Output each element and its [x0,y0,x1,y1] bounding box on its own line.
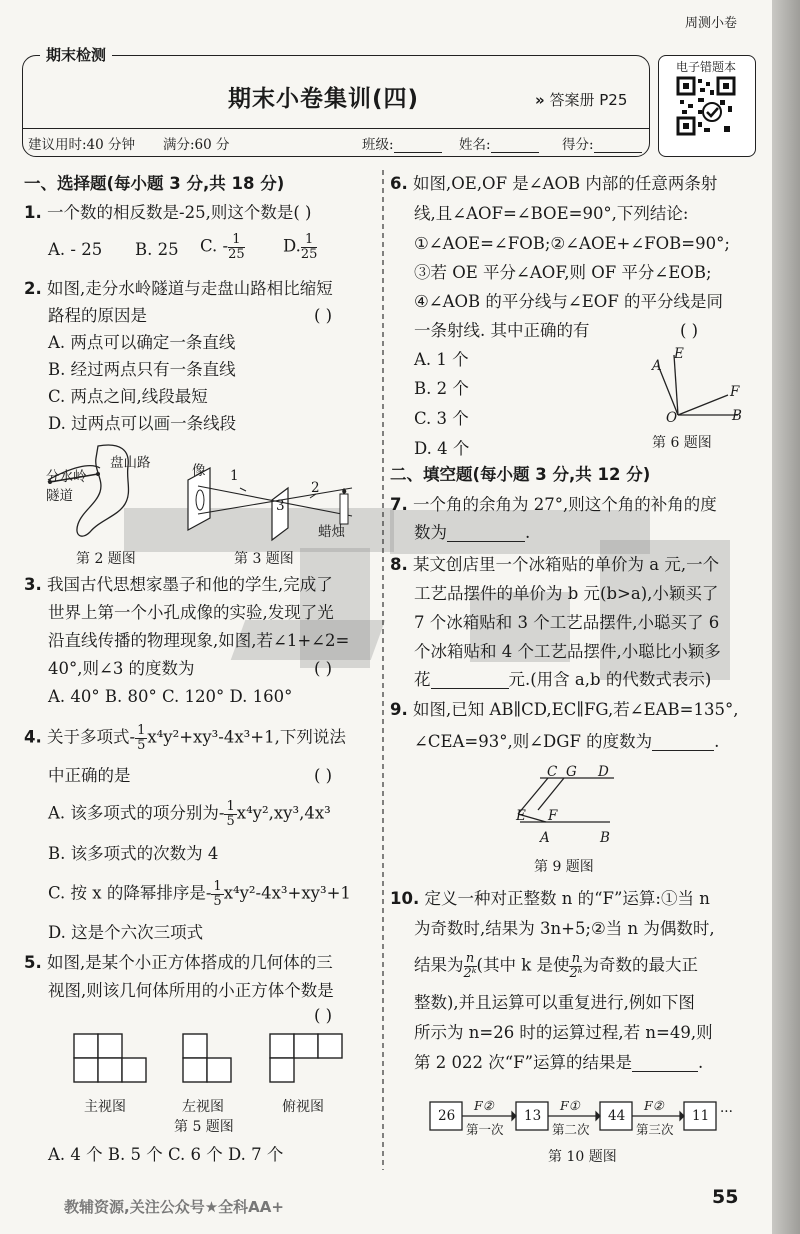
q2-option-d[interactable]: D. 过两点可以画一条线段 [48,414,237,433]
q3-stem-line2: 世界上第一个小孔成像的实验,发现了光 [48,603,334,622]
q7-stem-line2: 数为 . [414,523,531,542]
q9-point-a: A [540,830,550,846]
q3-answer-paren[interactable]: ( ) [314,659,333,678]
q9-answer-blank[interactable] [652,736,714,751]
suggested-time: 建议用时:40 分钟 [28,137,136,153]
flow-box-4: 11 [692,1108,710,1124]
q10-stem-line4: 整数),并且运算可以重复进行,例如下图 [414,993,695,1012]
q10-stem-line3 [414,952,698,980]
q6-option-b[interactable]: B. 2 个 [414,379,469,398]
frac-denominator: 2ᵏ [463,965,477,981]
frac-numerator: n [464,952,477,967]
q9-point-g: G [566,764,577,780]
q2-option-a[interactable]: A. 两点可以确定一条直线 [48,333,236,352]
fraction [228,233,245,261]
q10-stem-line5: 所示为 n=26 时的运算过程,若 n=49,则 [414,1023,713,1042]
fraction [135,724,147,752]
q10-text3c: 为奇数的最大正 [582,955,698,975]
q3-stem-line4: 40°,则∠3 的度数为 [48,659,195,678]
name-label: 姓名: [459,137,491,153]
q4-option-a-text1: A. 该多项式的项分别为- [48,803,225,823]
q2-number: 2. [24,279,42,298]
frac-denominator: 25 [228,246,245,262]
q4-text1a: 关于多项式- [47,727,136,747]
q10-caption: 第 10 题图 [548,1149,617,1165]
q5-front-view-label: 主视图 [84,1099,126,1115]
fraction [224,800,236,828]
flow-box-1: 26 [438,1108,456,1124]
double-chevron-icon: » [535,91,545,109]
q8-stem-line5 [414,671,711,689]
q4-option-b[interactable]: B. 该多项式的次数为 4 [48,844,219,863]
q5-stem-line1 [24,954,333,972]
q6-option-a[interactable]: A. 1 个 [414,350,469,369]
score-field [562,133,642,153]
q6-option-c[interactable]: C. 3 个 [414,409,469,428]
class-blank[interactable] [394,138,442,153]
q6-text1: 如图,OE,OF 是∠AOB 内部的任意两条射 [413,174,718,193]
flow-step-2: 第二次 [552,1122,590,1137]
q2-caption: 第 2 题图 [76,551,136,567]
q6-answer-paren[interactable]: ( ) [680,321,699,340]
q10-stem-line6: 第 2 022 次“F”运算的结果是 . [414,1053,704,1072]
q2-option-c[interactable]: C. 两点之间,线段最短 [48,387,208,406]
frac-numerator: 1 [213,879,222,894]
q9-point-e: E [516,808,526,824]
q1-option-c[interactable] [200,233,245,261]
q5-caption: 第 5 题图 [174,1119,234,1135]
flow-op-3: F② [644,1098,664,1113]
flow-box-3: 44 [608,1108,626,1124]
q9-stem-line2: ∠CEA=93°,则∠DGF 的度数为 . [414,732,720,751]
q7-text1: 一个角的余角为 27°,则这个角的补角的度 [413,495,717,514]
q3-number: 3. [24,575,42,594]
q9-number: 9. [390,700,408,719]
q3-label-image: 像 [192,463,206,479]
q2-text1: 如图,走分水岭隧道与走盘山路相比缩短 [47,279,333,298]
section2-title: 二、填空题(每小题 3 分,共 12 分) [390,465,651,484]
q4-option-c[interactable] [48,880,351,908]
frac-numerator: 1 [228,233,245,248]
fraction [569,952,582,980]
q4-option-c-text1: C. 按 x 的降幂排序是- [48,883,212,903]
flow-op-2: F① [560,1098,580,1113]
qr-label: 电子错题本 [675,60,736,74]
page-title: 期末小卷集训(四) [228,86,420,112]
q4-text1b: x⁴y²+xy³-4x³+1,下列说法 [147,727,346,747]
q9-caption: 第 9 题图 [534,859,594,875]
q3-label-candle: 蜡烛 [318,524,345,540]
q10-text3b: (其中 k 是使 [476,955,570,975]
q3-text1: 我国古代思想家墨子和他的学生,完成了 [47,575,333,594]
q10-stem-line2: 为奇数时,结果为 3n+5;②当 n 为偶数时, [414,919,715,938]
q8-stem-line3: 7 个冰箱贴和 3 个工艺品摆件,小聪买了 6 [414,613,720,632]
q5-text1: 如图,是某个小正方体搭成的几何体的三 [47,953,333,972]
q2-label-ridge: 分水岭 [46,469,87,485]
q10-text3a: 结果为 [414,955,464,975]
q10-stem-line1 [390,890,710,908]
page-number: 55 [712,1186,739,1208]
frac-denominator: 2ᵏ [569,965,583,981]
q1-option-c-label: C. - [200,236,229,256]
q10-text6: 第 2 022 次“F”运算的结果是 [414,1053,633,1072]
q4-stem-line2: 中正确的是 [48,766,131,785]
q8-answer-blank[interactable] [431,674,509,689]
q8-stem-line4: 个冰箱贴和 4 个工艺品摆件,小聪比小颖多 [414,642,721,661]
q7-number: 7. [390,495,408,514]
q1-option-a[interactable]: A. - 25 [48,240,103,259]
q5-top-view-label: 俯视图 [282,1099,324,1115]
score-blank[interactable] [594,138,642,153]
q4-option-a[interactable] [48,800,331,828]
q4-option-d[interactable]: D. 这是个六次三项式 [48,923,204,942]
q3-label-angle3: 3 [276,498,285,514]
q2-label-mountain-road: 盘山路 [110,455,151,471]
frac-denominator: 5 [226,813,235,829]
q6-point-a: A [652,358,662,374]
q3-stem-line1 [24,576,333,594]
q5-options[interactable]: A. 4 个 B. 5 个 C. 6 个 D. 7 个 [48,1145,284,1164]
q6-number: 6. [390,174,408,193]
q2-stem-line1 [24,280,333,298]
q3-caption: 第 3 题图 [234,551,294,567]
q9-point-c: C [547,764,558,780]
q10-answer-blank[interactable] [632,1057,698,1072]
q2-answer-paren[interactable]: ( ) [314,306,333,325]
q4-option-a-text2: x⁴y²,xy³,4x³ [236,803,331,823]
q6-stem-line3: ①∠AOE=∠FOB;②∠AOE+∠FOB=90°; [414,234,730,253]
fraction [301,233,318,261]
frac-numerator: 1 [137,723,146,738]
q4-number: 4. [24,727,42,747]
q3-label-angle2: 2 [311,480,320,496]
name-field [459,133,539,153]
q6-point-f: F [730,384,740,400]
q8-text5b: 元.(用含 a,b 的代数式表示) [508,670,712,689]
class-label: 班级: [362,137,394,153]
frac-numerator: 1 [226,799,235,814]
q10-text1: 定义一种对正整数 n 的“F”运算:①当 n [424,889,710,908]
q7-answer-blank[interactable] [447,527,525,542]
q9-text2: ∠CEA=93°,则∠DGF 的度数为 [414,732,653,751]
q2-stem-line2: 路程的原因是 [48,306,147,325]
q9-stem-line1 [390,701,738,719]
q9-point-b: B [600,830,610,846]
q9-point-f: F [548,808,558,824]
column-divider [381,170,385,1170]
q7-stem-line1 [390,496,717,514]
q4-answer-paren[interactable]: ( ) [314,766,333,785]
q10-number: 10. [390,889,420,908]
full-score: 满分:60 分 [163,137,230,153]
flow-box-2: 13 [524,1108,542,1124]
answer-ref [535,89,627,110]
frac-denominator: 5 [213,893,222,909]
q9-text1: 如图,已知 AB∥CD,EC∥FG,若∠EAB=135°, [413,700,739,719]
q3-label-angle1: 1 [230,468,239,484]
frac-denominator: 25 [300,246,318,262]
q6-stem-line2: 线,且∠AOF=∠BOE=90°,下列结论: [414,204,689,223]
q8-stem-line1 [390,556,719,574]
fraction [464,952,477,980]
q2-label-tunnel: 隧道 [46,488,73,504]
q5-figure-three-views [70,1032,370,1090]
q5-number: 5. [24,953,42,972]
q8-stem-line2: 工艺品摆件的单价为 b 元(b>a),小颖买了 [414,584,719,603]
page-edge [772,0,800,1234]
frac-denominator: 5 [137,737,146,753]
q8-text5a: 花 [414,670,431,689]
q1-option-b[interactable]: B. 25 [135,240,179,259]
class-field [362,133,442,153]
header-divider [22,128,649,129]
section-tab: 期末检测 [40,44,112,65]
corner-label: 周测小卷 [685,16,738,31]
flow-op-1: F② [474,1098,494,1113]
flow-ellipsis: ··· [720,1104,733,1120]
q9-point-d: D [598,764,609,780]
section1-title: 一、选择题(每小题 3 分,共 18 分) [24,174,285,193]
q1-option-d-label: D. [283,236,301,256]
q6-point-b: B [732,408,742,424]
q6-stem-line1 [390,175,717,193]
answer-ref-text: 答案册 P25 [549,91,628,109]
footer-text: 教辅资源,关注公众号★全科AA+ [64,1198,284,1216]
qr-code-icon[interactable] [676,76,736,136]
q8-number: 8. [390,555,408,574]
q8-text1: 某文创店里一个冰箱贴的单价为 a 元,一个 [413,555,720,574]
frac-numerator: n [569,952,582,967]
fraction [211,880,223,908]
q5-answer-paren[interactable]: ( ) [314,1006,333,1025]
q4-option-c-text2: x⁴y²-4x³+xy³+1 [223,883,351,903]
q1-number: 1. [24,203,42,222]
q1-option-d[interactable] [283,233,317,261]
q4-stem-line1 [24,724,346,752]
q6-point-e: E [674,346,684,362]
q5-left-view-label: 左视图 [182,1099,224,1115]
q1-stem [24,204,311,222]
q3-stem-line3: 沿直线传播的物理现象,如图,若∠1+∠2= [48,631,350,650]
score-label: 得分: [562,137,594,153]
q6-stem-line6: 一条射线. 其中正确的有 [414,321,590,340]
q3-options[interactable]: A. 40° B. 80° C. 120° D. 160° [48,687,293,706]
q5-stem-line2: 视图,则该几何体所用的小正方体个数是 [48,981,334,1000]
q1-text: 一个数的相反数是-25,则这个数是( ) [47,203,312,222]
flow-step-3: 第三次 [636,1122,674,1137]
name-blank[interactable] [491,138,539,153]
q6-stem-line4: ③若 OE 平分∠AOF,则 OF 平分∠EOB; [414,263,712,282]
q6-point-o: O [666,410,678,426]
flow-step-1: 第一次 [466,1122,504,1137]
q6-stem-line5: ④∠AOB 的平分线与∠EOF 的平分线是同 [414,292,724,311]
q6-caption: 第 6 题图 [652,435,712,451]
q6-option-d[interactable]: D. 4 个 [414,439,470,458]
frac-numerator: 1 [301,233,318,248]
q2-option-b[interactable]: B. 经过两点只有一条直线 [48,360,236,379]
q7-text2: 数为 [414,523,447,542]
